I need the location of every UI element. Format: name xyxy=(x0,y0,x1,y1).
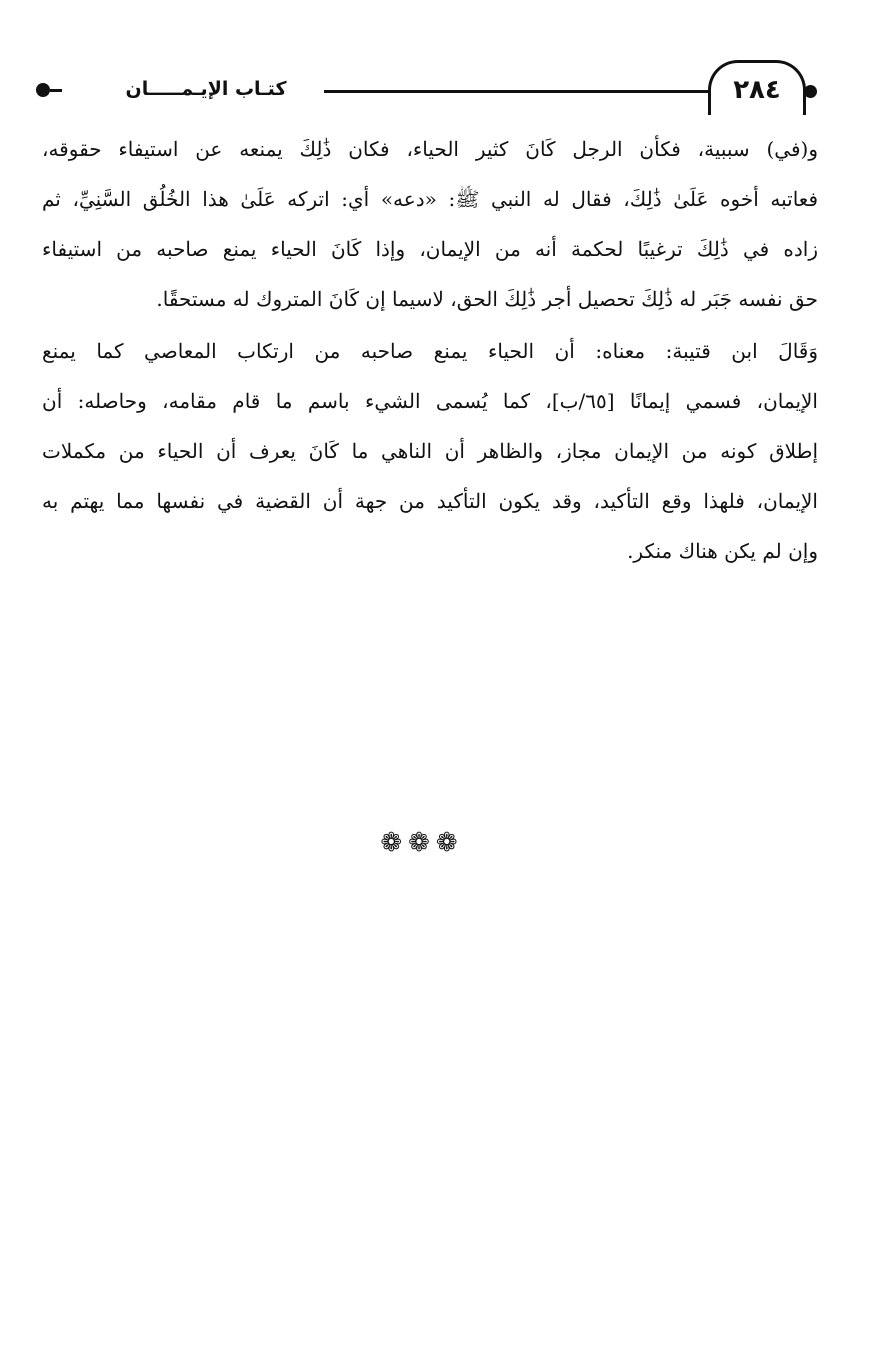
text-line: زاده في ذَٰلِكَ ترغيبًا لحكمة أنه من الإيمان، وإذا كَانَ الحياء يمنع صاحبه من استيفاء xyxy=(42,237,818,261)
header-dot-right xyxy=(804,85,817,98)
header-rule xyxy=(324,90,748,93)
header-dash-left xyxy=(50,89,62,92)
page-body xyxy=(42,124,818,576)
paragraph-1 xyxy=(42,124,818,324)
text-line: وإن لم يكن هناك منكر. xyxy=(627,539,818,563)
page-number-frame xyxy=(708,60,806,115)
page-number: ٢٨٤ xyxy=(733,75,781,105)
text-line: الإيمان، فلهذا وقع التأكيد، وقد يكون التأكيد من جهة أن القضية في نفسها مما يهتم به xyxy=(42,489,818,513)
text-line: الإيمان، فسمي إيمانًا [٦٥/ب]، كما يُسمى الشيء باسم ما قام مقامه، وحاصله: أن xyxy=(42,389,818,413)
page-header xyxy=(36,60,828,120)
text-line: و(في) سببية، فكأن الرجل كَانَ كثير الحياء، فكان ذَٰلِكَ يمنعه عن استيفاء حقوقه، xyxy=(42,137,818,161)
section-end-ornament: ❁❁❁ xyxy=(380,828,464,858)
header-dot-left xyxy=(36,83,50,97)
paragraph-2 xyxy=(42,326,818,576)
text-line: إطلاق كونه من الإيمان مجاز، والظاهر أن الناهي ما كَانَ يعرف أن الحياء من مكملات xyxy=(42,439,818,463)
text-line: فعاتبه أخوه عَلَىٰ ذَٰلِكَ، فقال له النبي ﷺ: «دعه» أي: اتركه عَلَىٰ هذا الخُلُق السَّنِيِّ، ثم xyxy=(42,187,819,211)
text-line: حق نفسه جَبَر له ذَٰلِكَ تحصيل أجر ذَٰلِكَ الحق، لاسيما إن كَانَ المتروك له مستحقًا. xyxy=(156,287,818,311)
book-title: كتـاب الإيـمـــــان xyxy=(125,78,287,100)
text-line: وَقَالَ ابن قتيبة: معناه: أن الحياء يمنع صاحبه من ارتكاب المعاصي كما يمنع xyxy=(42,339,818,363)
